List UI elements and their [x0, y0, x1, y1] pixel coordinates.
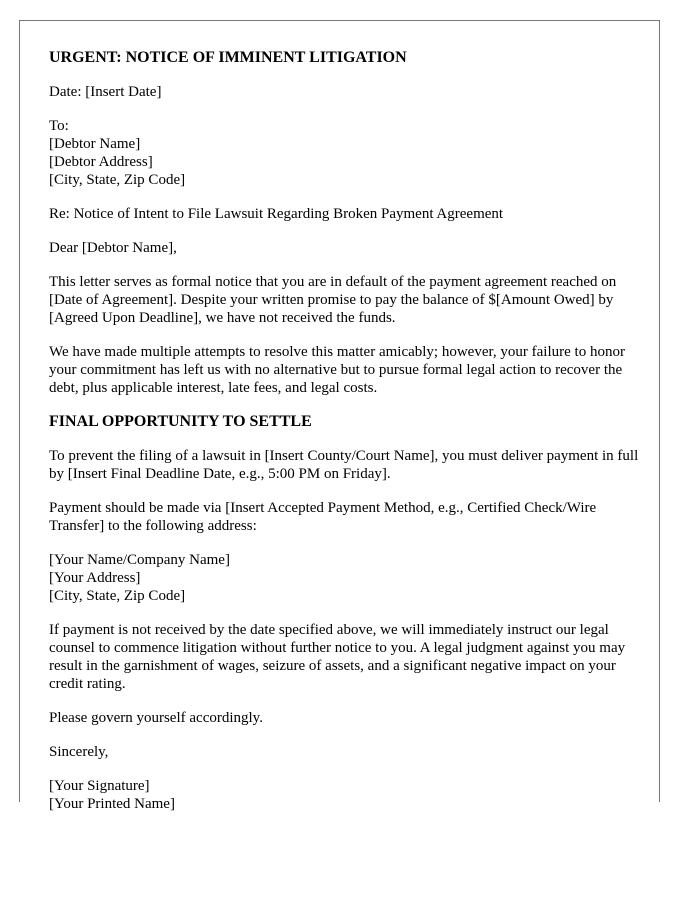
date-line: Date: [Insert Date] — [49, 84, 162, 100]
sender-address-block — [49, 551, 649, 605]
recipient-block — [49, 117, 649, 189]
signature-placeholder: [Your Signature] — [49, 778, 150, 794]
paragraph-consequences: If payment is not received by the date specified above, we will immediately instruct our legal counsel to commence litigation without further notice to you. A legal judgment against you may result in the garnishment of wages, seizure of assets, and a significant negative impact on your credit rating. — [49, 622, 626, 692]
valediction: Sincerely, — [49, 744, 109, 760]
printed-name-placeholder: [Your Printed Name] — [49, 796, 175, 812]
recipient-address: [Debtor Address] — [49, 154, 153, 170]
letter-title: URGENT: NOTICE OF IMMINENT LITIGATION — [49, 49, 407, 66]
paragraph-legal-action: We have made multiple attempts to resolve this matter amicably; however, your failure to honor your commitment has left us with no alternative but to pursue formal legal action to recover the debt, plus applicable interest, late fees, and legal costs. — [49, 344, 625, 396]
closing-note: Please govern yourself accordingly. — [49, 710, 263, 726]
recipient-to-label: To: — [49, 118, 69, 134]
letter-frame — [19, 20, 660, 812]
paragraph-payment-method: Payment should be made via [Insert Accepted Payment Method, e.g., Certified Check/Wire Transfer] to the following address: — [49, 500, 597, 534]
recipient-name: [Debtor Name] — [49, 136, 141, 152]
letter-body — [49, 49, 649, 829]
paragraph-deadline: To prevent the filing of a lawsuit in [Insert County/Court Name], you must deliver payment in full by [Insert Final Deadline Date, e.g., 5:00 PM on Friday]. — [49, 448, 639, 482]
recipient-city-state-zip: [City, State, Zip Code] — [49, 172, 186, 188]
sender-city-state-zip: [City, State, Zip Code] — [49, 588, 186, 604]
section-heading: FINAL OPPORTUNITY TO SETTLE — [49, 413, 312, 430]
signature-block — [49, 777, 649, 813]
sender-address: [Your Address] — [49, 570, 141, 586]
paragraph-default-notice: This letter serves as formal notice that you are in default of the payment agreement reached on [Date of Agreement]. Despite your written promise to pay the balance of $[Amount Owed] by [Agreed Upon Deadline], we have not received the funds. — [49, 274, 617, 326]
sender-name: [Your Name/Company Name] — [49, 552, 230, 568]
subject-line: Re: Notice of Intent to File Lawsuit Regarding Broken Payment Agreement — [49, 206, 504, 222]
salutation: Dear [Debtor Name], — [49, 240, 177, 256]
